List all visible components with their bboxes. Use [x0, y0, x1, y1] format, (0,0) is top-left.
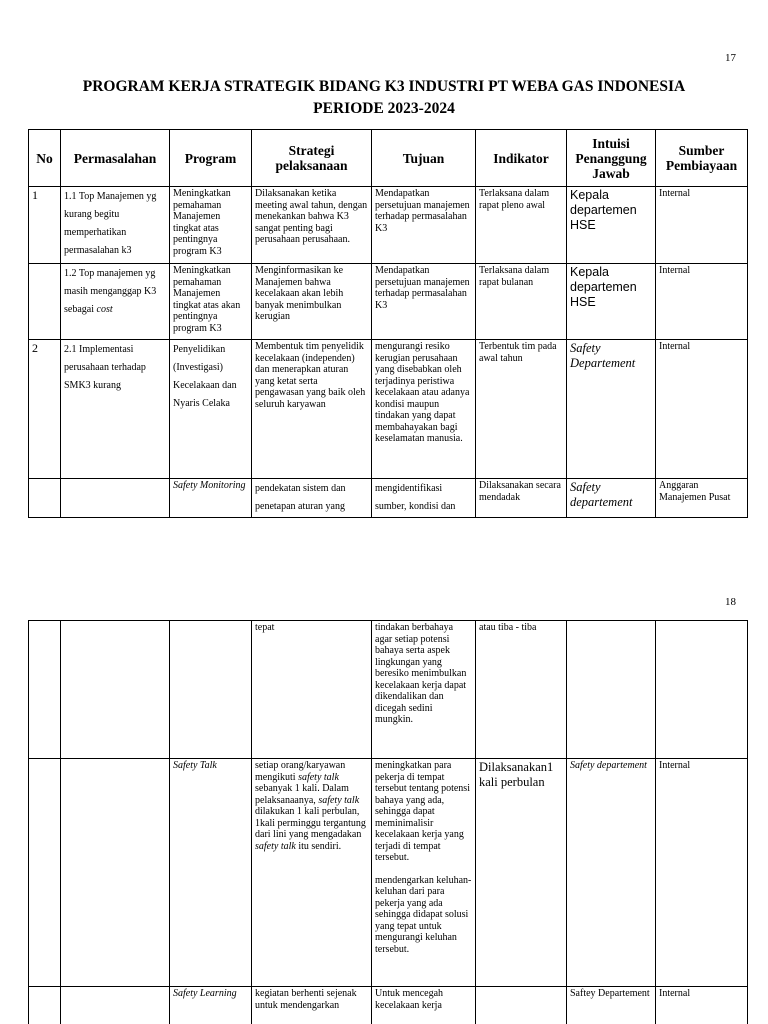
cell-penanggung-jawab: Safety Departement	[567, 340, 656, 479]
cell-no	[29, 621, 61, 759]
strategi-text: dilakukan 1 kali perbulan, 1kali perminggu tergantung dari lini yang mengadakan	[255, 806, 366, 840]
cell-penanggung-jawab: Kepala departemen HSE	[567, 187, 656, 264]
header-penanggung-jawab: Intuisi Penanggung Jawab	[567, 130, 656, 187]
cell-penanggung-jawab: Safety departement	[567, 479, 656, 518]
header-strategi: Strategi pelaksanaan	[252, 130, 372, 187]
cell-indikator: Terbentuk tim pada awal tahun	[476, 340, 567, 479]
cell-permasalahan: 2.1 Implementasi perusahaan terhadap SMK3 kurang	[61, 340, 170, 479]
strategi-text: sebanyak 1 kali. Dalam pelaksanaanya,	[255, 783, 349, 806]
cell-indikator: Dilaksanakan1 kali perbulan	[476, 759, 567, 987]
cell-permasalahan	[61, 264, 170, 340]
cell-sumber: Internal	[656, 759, 748, 987]
header-sumber: Sumber Pembiayaan	[656, 130, 748, 187]
cell-no	[29, 987, 61, 1024]
cell-penanggung-jawab: Safety departement	[567, 759, 656, 987]
table-row	[29, 987, 748, 1024]
cell-tujuan: tindakan berbahaya agar setiap potensi bahaya serta aspek lingkungan yang beresiko menimbulkan kecelakaan kerja dapat dikendalikan dan dicegah sedini mungkin.	[372, 621, 476, 759]
cell-sumber: Internal	[656, 187, 748, 264]
cell-indikator: atau tiba - tiba	[476, 621, 567, 759]
cell-indikator: Dilaksanakan secara mendadak	[476, 479, 567, 518]
program-table-page-17	[28, 129, 748, 518]
cell-indikator: Terlaksana dalam rapat bulanan	[476, 264, 567, 340]
cell-program: Meningkatkan pemahaman Manajemen tingkat atas pentingnya program K3	[170, 187, 252, 264]
page-number: 17	[725, 52, 736, 64]
table-row	[29, 264, 748, 340]
cell-strategi: pendekatan sistem dan penetapan aturan yang	[252, 479, 372, 518]
cell-strategi: tepat	[252, 621, 372, 759]
header-permasalahan: Permasalahan	[61, 130, 170, 187]
cell-permasalahan	[61, 479, 170, 518]
strategi-italic: safety talk	[318, 794, 360, 806]
cell-sumber: Internal	[656, 987, 748, 1024]
permasalahan-text: 1.2 Top manajemen yg masih menganggap K3 sebagai	[64, 268, 157, 315]
cell-program: Safety Monitoring	[170, 479, 252, 518]
table-row	[29, 759, 748, 987]
cell-no: 2	[29, 340, 61, 479]
cell-sumber	[656, 621, 748, 759]
header-row	[29, 130, 748, 187]
table-row	[29, 479, 748, 518]
cell-tujuan: Untuk mencegah kecelakaan kerja	[372, 987, 476, 1024]
page-number: 18	[725, 596, 736, 608]
strategi-italic: safety talk	[255, 840, 296, 852]
cell-strategi: Membentuk tim penyelidik kecelakaan (independen) dan menerapkan aturan yang ketat serta pengawasan yang baik oleh seluruh karyawan	[252, 340, 372, 479]
table-row	[29, 187, 748, 264]
header-indikator: Indikator	[476, 130, 567, 187]
cell-indikator	[476, 987, 567, 1024]
table-row	[29, 621, 748, 759]
cell-permasalahan	[61, 759, 170, 987]
document-title	[0, 76, 768, 120]
cell-sumber: Internal	[656, 264, 748, 340]
cell-no	[29, 759, 61, 987]
cell-no	[29, 479, 61, 518]
cell-strategi: Menginformasikan ke Manajemen bahwa kecelakaan akan lebih banyak menimbulkan kerugian	[252, 264, 372, 340]
cell-program: Penyelidikan (Investigasi) Kecelakaan dan Nyaris Celaka	[170, 340, 252, 479]
cell-permasalahan	[61, 987, 170, 1024]
strategi-text: itu sendiri.	[295, 840, 342, 852]
header-no: No	[29, 130, 61, 187]
cell-sumber: Anggaran Manajemen Pusat	[656, 479, 748, 518]
cell-no: 1	[29, 187, 61, 264]
cell-tujuan: Mendapatkan persetujuan manajemen terhadap permasalahan K3	[372, 264, 476, 340]
strategi-italic: safety talk	[298, 771, 339, 783]
header-tujuan: Tujuan	[372, 130, 476, 187]
cell-permasalahan	[61, 621, 170, 759]
tujuan-paragraph-1: meningkatkan para pekerja di tempat tersebut tentang potensi bahaya yang ada, sehingga dapat meminimalisir kecelakaan kerja yang terjadi di tempat tersebut.	[375, 760, 470, 863]
tujuan-paragraph-2: mendengarkan keluhan-keluhan dari para pekerja yang ada sehingga didapat solusi yang tepat untuk mengurangi keluhan tersebut.	[375, 874, 472, 955]
cell-penanggung-jawab	[567, 621, 656, 759]
cell-strategi	[252, 759, 372, 987]
cell-tujuan: Mendapatkan persetujuan manajemen terhadap permasalahan K3	[372, 187, 476, 264]
cell-sumber: Internal	[656, 340, 748, 479]
title-line-2: PERIODE 2023-2024	[313, 100, 455, 117]
cell-program: Meningkatkan pemahaman Manajemen tingkat atas akan pentingnya program K3	[170, 264, 252, 340]
cell-permasalahan: 1.1 Top Manajemen yg kurang begitu memperhatikan permasalahan k3	[61, 187, 170, 264]
strategi-text: setiap orang/karyawan mengikuti	[255, 760, 346, 783]
table-row	[29, 340, 748, 479]
program-table-page-18	[28, 620, 748, 1024]
cell-penanggung-jawab: Saftey Departement	[567, 987, 656, 1024]
cell-program	[170, 621, 252, 759]
cell-program: Safety Learning	[170, 987, 252, 1024]
cell-no	[29, 264, 61, 340]
cell-indikator: Terlaksana dalam rapat pleno awal	[476, 187, 567, 264]
title-line-1: PROGRAM KERJA STRATEGIK BIDANG K3 INDUSTRI PT WEBA GAS INDONESIA	[82, 78, 686, 95]
cell-penanggung-jawab: Kepala departemen HSE	[567, 264, 656, 340]
cell-strategi: kegiatan berhenti sejenak untuk mendengarkan	[252, 987, 372, 1024]
cell-program: Safety Talk	[170, 759, 252, 987]
cell-strategi: Dilaksanakan ketika meeting awal tahun, dengan menekankan bahwa K3 sangat penting bagi perusahaan perusahaan.	[252, 187, 372, 264]
cell-tujuan	[372, 759, 476, 987]
cell-tujuan: mengidentifikasi sumber, kondisi dan	[372, 479, 476, 518]
permasalahan-italic: cost	[96, 304, 113, 315]
cell-tujuan: mengurangi resiko kerugian perusahaan yang disebabkan oleh terjadinya peristiwa kecelakaan atau adanya kondisi maupun tindakan yang dapat membahayakan bagi keselamatan manusia.	[372, 340, 476, 479]
header-program: Program	[170, 130, 252, 187]
